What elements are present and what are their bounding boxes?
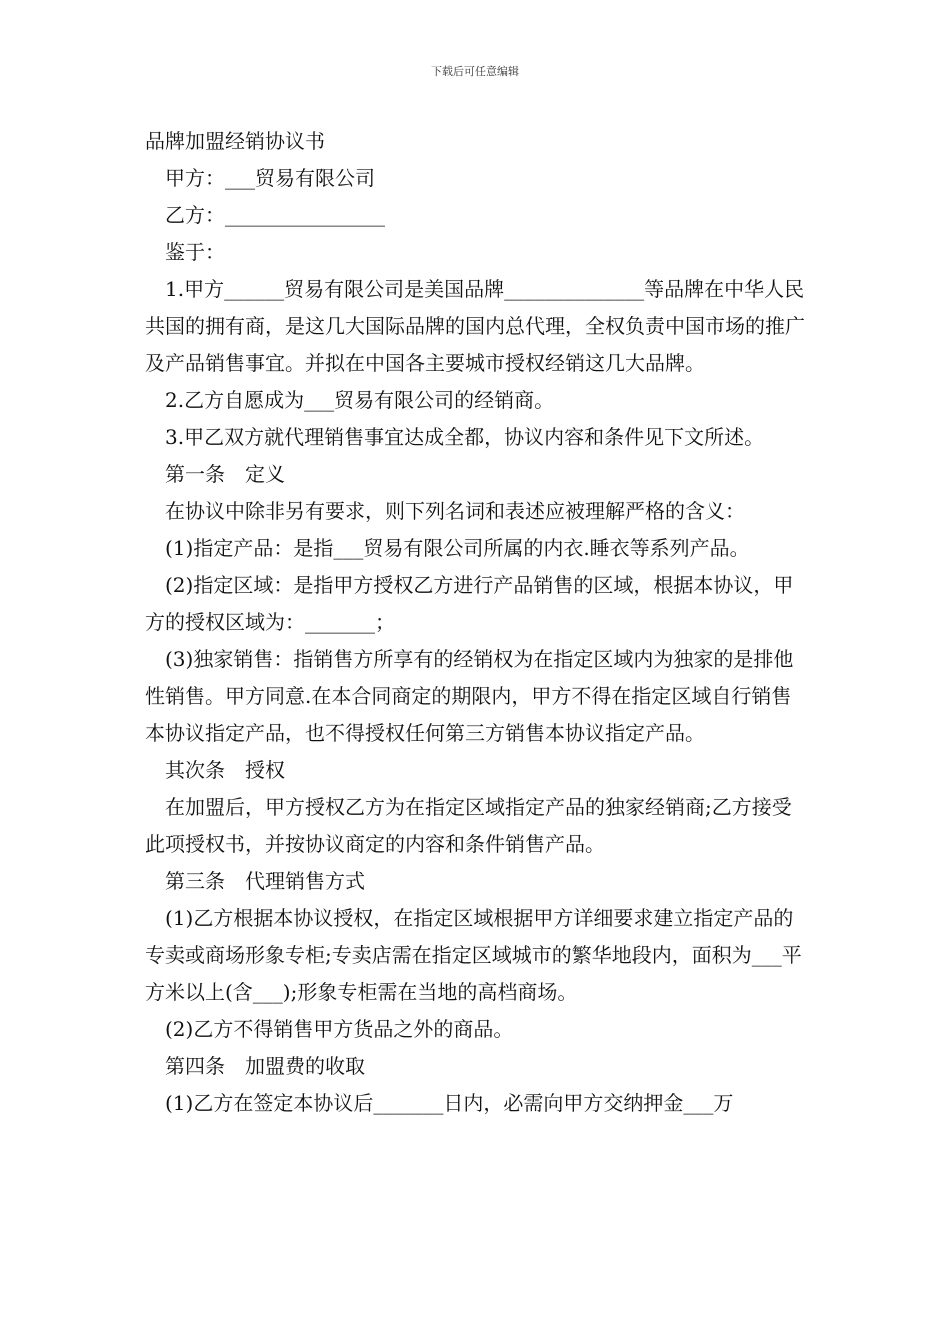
article-1-heading: 第一条 定义 [165, 462, 285, 486]
article-1-item-2: (2)指定区域：是指甲方授权乙方进行产品销售的区域，根据本协议，甲方的授权区域为：_______； [145, 573, 794, 634]
page-header-note: 下载后可任意编辑 [431, 65, 519, 78]
article-1-item-1: (1)指定产品：是指___贸易有限公司所属的内衣.睡衣等系列产品。 [165, 536, 750, 560]
article-3-item-1: (1)乙方根据本协议授权，在指定区域根据甲方详细要求建立指定产品的专卖或商场形象专柜;专卖店需在指定区域城市的繁华地段内，面积为___平方米以上(含___);形象专柜需在当地的高档商场。 [145, 906, 802, 1004]
recital-2: 2.乙方自愿成为___贸易有限公司的经销商。 [165, 388, 555, 412]
recital-1: 1.甲方______贸易有限公司是美国品牌______________等品牌在中华人民共国的拥有商，是这几大国际品牌的国内总代理，全权负责中国市场的推广及产品销售事宜。并拟在中国各主要城市授权经销这几大品牌。 [145, 277, 805, 375]
party-a-line: 甲方：___贸易有限公司 [165, 166, 375, 190]
article-4-heading: 第四条 加盟费的收取 [165, 1054, 365, 1078]
article-3-heading: 第三条 代理销售方式 [165, 869, 365, 893]
article-1-intro: 在协议中除非另有要求，则下列名词和表述应被理解严格的含义： [165, 499, 745, 523]
party-b-line: 乙方：________________ [165, 203, 385, 227]
document-body [145, 123, 810, 1122]
article-1-item-3: (3)独家销售：指销售方所享有的经销权为在指定区域内为独家的是排他性销售。甲方同意.在本合同商定的期限内，甲方不得在指定区域自行销售本协议指定产品，也不得授权任何第三方销售本协议指定产品。 [145, 647, 794, 745]
recital-3: 3.甲乙双方就代理销售事宜达成全都，协议内容和条件见下文所述。 [165, 425, 765, 449]
article-2-heading: 其次条 授权 [165, 758, 285, 782]
article-2-body: 在加盟后，甲方授权乙方为在指定区域指定产品的独家经销商;乙方接受此项授权书，并按协议商定的内容和条件销售产品。 [145, 795, 792, 856]
whereas-heading: 鉴于： [165, 240, 225, 264]
document-title: 品牌加盟经销协议书 [145, 129, 325, 153]
article-3-item-2: (2)乙方不得销售甲方货品之外的商品。 [165, 1017, 514, 1041]
article-4-item-1: (1)乙方在签定本协议后_______日内，必需向甲方交纳押金___万 [165, 1091, 734, 1115]
